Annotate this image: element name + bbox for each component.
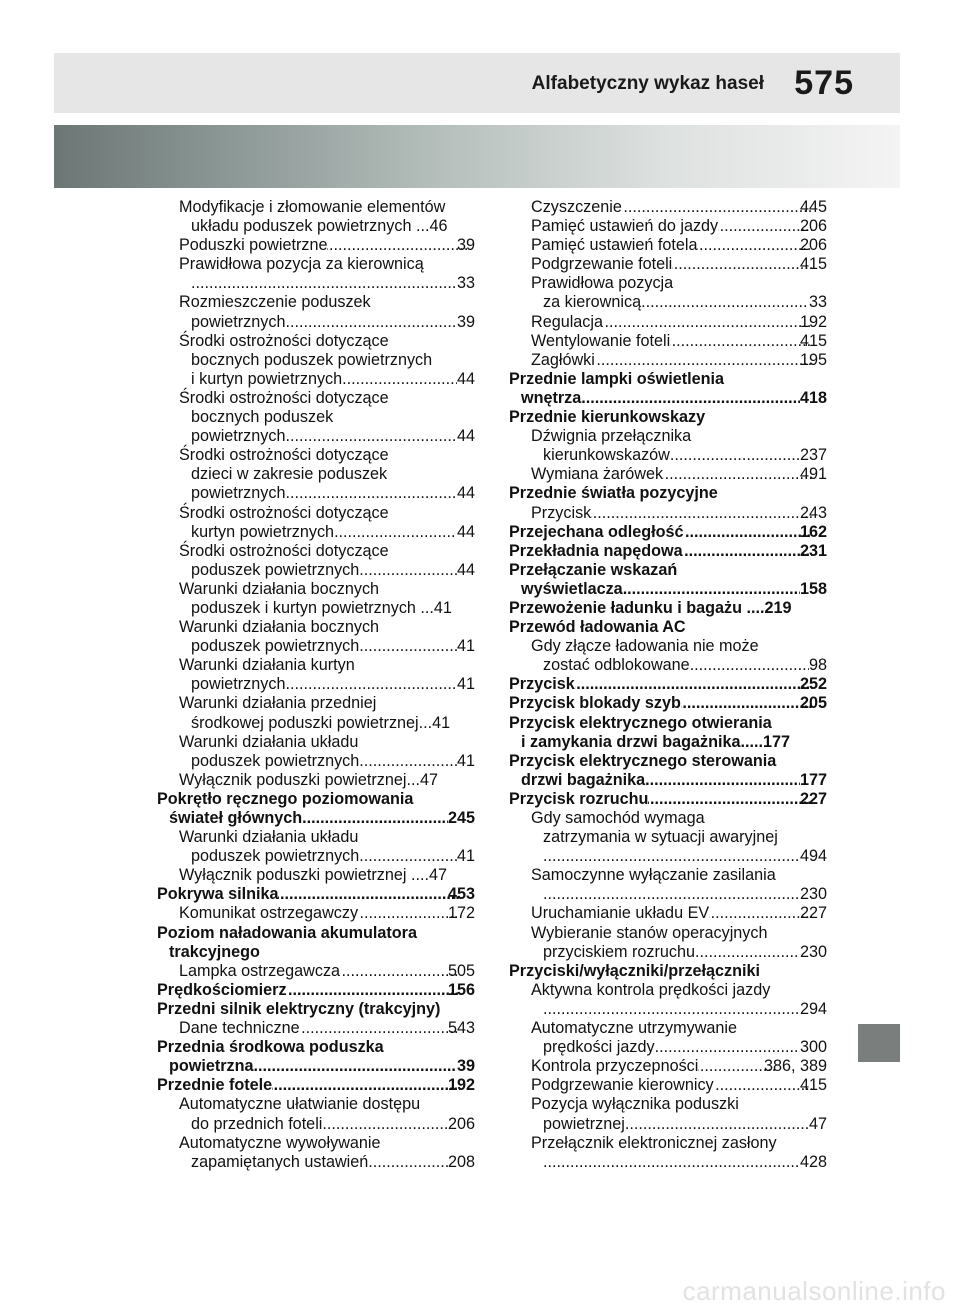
index-subentry: Automatyczne wywoływanie [179,1133,381,1152]
entry-text: zostać odblokowane [543,656,690,675]
dot-leader [359,561,457,580]
entry-text: Pamięć ustawień fotela [531,236,698,255]
index-subentry: Warunki działania przedniej [179,694,377,713]
entry-text: Przycisk [509,675,575,694]
entry-text: Czyszczenie [531,198,622,216]
index-heading [509,790,827,809]
index-subentry: Modyfikacje i złomowanie elementów [179,198,446,216]
index-subentry: Gdy samochód wymaga [531,809,705,827]
entry-text: zapamiętanych ustawień [191,1152,369,1171]
dot-leader [690,656,809,675]
index-subentry [157,313,475,332]
index-heading: Przewożenie ładunku i bagażu ....219 [509,598,792,617]
entry-text: Poduszki powietrzne [179,236,328,255]
page-reference: 44 [456,427,475,446]
index-heading: i zamykania drzwi bagażnika.....177 [521,732,791,751]
index-subentry [509,1076,827,1095]
dot-leader [670,446,800,465]
page-reference: 415 [799,255,827,274]
index-subentry: Środki ostrożności dotyczące [179,331,389,350]
entry-text: Kontrola przyczepności [531,1057,699,1076]
entry-text: Przekładnia napędowa [509,541,683,560]
entry-text: i kurtyn powietrznych [191,369,343,388]
page-reference: 162 [799,522,827,541]
entry-text: Regulacja [531,312,603,331]
index-subentry [157,904,475,923]
index-column-left [157,198,475,1172]
section-title: Alfabetyczny wykaz haseł [531,73,764,94]
page-reference: 41 [456,847,475,866]
index-subentry [509,1115,827,1134]
index-subentry [157,962,475,981]
index-subentry: Środki ostrożności dotyczące [179,446,389,465]
page-reference: 494 [799,847,827,866]
page-reference: 158 [799,579,827,598]
index-subentry: Przełącznik elektronicznej zasłony [531,1133,777,1152]
index-heading: Przednie kierunkowskazy [509,408,706,427]
dot-leader [368,1153,448,1172]
index-subentry: Środki ostrożności dotyczące [179,388,389,407]
index-subentry [157,561,475,580]
entry-text: poduszek powietrznych [191,751,360,770]
index-heading [509,771,827,790]
index-subentry: Wyłącznik poduszki powietrznej ....47 [179,866,447,885]
dot-leader [714,1076,812,1095]
entry-text: drzwi bagażnika [521,770,646,789]
dot-leader [672,255,812,274]
dot-leader [543,885,800,904]
index-heading: Przycisk elektrycznego otwierania [509,713,772,732]
entry-text: Zagłówki [531,350,595,369]
index-subentry [509,217,827,236]
page-reference: 491 [799,465,827,484]
page-reference: 206 [799,236,827,255]
index-heading: Przełączanie wskazań [509,560,678,579]
page-reference: 39 [456,1057,475,1076]
dot-leader [342,370,457,389]
index-subentry [509,313,827,332]
dot-leader [591,504,812,523]
index-heading: Przednie światła pozycyjne [509,484,718,503]
dot-leader [625,1115,809,1134]
dot-leader [718,217,812,236]
page-reference: 44 [456,484,475,503]
page-reference: 206 [447,1114,475,1133]
page-reference: 192 [447,1076,475,1095]
page-reference: 41 [456,637,475,656]
dot-leader [670,332,812,351]
index-subentry [509,465,827,484]
index-column-right [509,198,827,1172]
page-reference: 243 [799,503,827,522]
page-reference: 44 [456,369,475,388]
entry-text: wyświetlacza [521,579,623,598]
index-subentry [509,1000,827,1019]
dot-leader [695,943,800,962]
dot-leader [645,771,800,790]
dot-leader [655,1038,800,1057]
index-heading [509,694,827,713]
page-reference: 208 [447,1152,475,1171]
index-subentry [157,752,475,771]
page-reference: 33 [808,293,827,312]
dot-leader [285,313,457,332]
dot-leader [358,904,460,923]
index-subentry [509,656,827,675]
page-reference: 227 [799,789,827,808]
page-reference: 415 [799,331,827,350]
dot-leader [581,389,800,408]
index-subentry: Warunki działania bocznych [179,579,380,598]
index-heading: trakcyjnego [169,942,260,961]
entry-text: Komunikat ostrzegawczy [179,904,359,923]
index-subentry: Prawidłowa pozycja za kierownicą [179,255,424,274]
index-heading: Przednia środkowa poduszka [157,1038,384,1057]
entry-text: Dane techniczne [179,1019,300,1038]
index-subentry: środkowej poduszki powietrznej...41 [191,713,451,732]
dot-leader [340,962,460,981]
index-subentry [509,351,827,370]
dot-leader [663,465,812,484]
dot-leader [272,1076,460,1095]
chapter-tab-marker [858,1024,900,1062]
index-subentry: bocznych poduszek [191,408,334,427]
page-reference: 206 [799,217,827,236]
page-reference: 543 [447,1019,475,1038]
entry-text: Podgrzewanie kierownicy [531,1076,714,1095]
dot-leader [648,790,812,809]
entry-text: Podgrzewanie foteli [531,255,673,274]
dot-leader [322,1115,448,1134]
entry-text: powietrznej [543,1114,625,1133]
index-subentry [157,484,475,503]
entry-text: powietrznych [191,427,286,446]
entry-text: poduszek powietrznych [191,560,360,579]
index-subentry [509,1038,827,1057]
index-subentry: Wybieranie stanów operacyjnych [531,923,768,942]
watermark: carmanualsonline.info [682,1276,946,1306]
index-heading: Przewód ładowania AC [509,618,686,637]
page-reference: 453 [447,885,475,904]
index-subentry [509,332,827,351]
dot-leader [543,847,800,866]
entry-text: Przycisk blokady szyb [509,694,681,713]
index-subentry: dzieci w zakresie poduszek [191,465,388,484]
index-subentry [157,1115,475,1134]
page-reference: 44 [456,522,475,541]
index-subentry: Wyłącznik poduszki powietrznej...47 [179,770,438,789]
index-heading [509,675,827,694]
page-reference: 172 [447,904,475,923]
header-bar [54,53,900,113]
index-heading [509,523,827,542]
index-subentry: Pozycja wyłącznika poduszki [531,1095,739,1114]
entry-text: Uruchamianie układu EV [531,904,710,923]
page-reference: 44 [456,560,475,579]
index-heading [157,981,475,1000]
page-reference: 98 [808,656,827,675]
dot-leader [543,1000,800,1019]
entry-text: kierunkowskazów [543,446,670,465]
dot-leader [622,198,812,217]
index-heading: Przycisk elektrycznego sterowania [509,751,777,770]
dot-leader [327,236,469,255]
entry-text: Przejechana odległość [509,522,684,541]
page-reference: 47 [808,1114,827,1133]
index-subentry [157,236,475,255]
entry-text: świateł głównych [169,809,303,827]
page-reference: 39 [456,312,475,331]
index-subentry [509,943,827,962]
index-subentry: Warunki działania układu [179,828,359,847]
index-subentry [157,1153,475,1172]
page-reference: 39 [456,236,475,255]
entry-text: powietrzna [169,1057,254,1076]
page-reference: 415 [799,1076,827,1095]
page-reference: 252 [799,675,827,694]
dot-leader [359,637,457,656]
dot-leader [300,1019,460,1038]
page-reference: 294 [799,999,827,1018]
page-reference: 205 [799,694,827,713]
dot-leader [575,675,812,694]
entry-text: przyciskiem rozruchu [543,942,696,961]
index-subentry [509,198,827,217]
index-subentry [157,523,475,542]
index-subentry: Warunki działania układu [179,732,359,751]
index-subentry [509,504,827,523]
index-subentry: Dźwignia przełącznika [531,427,692,446]
index-subentry: zatrzymania w sytuacji awaryjnej [543,828,778,847]
index-subentry: Warunki działania bocznych [179,618,380,637]
index-heading: Poziom naładowania akumulatora [157,923,417,942]
entry-text: Przycisk rozruchu [509,789,649,808]
dot-leader [681,694,812,713]
index-subentry [509,847,827,866]
index-subentry [509,446,827,465]
page-reference: 418 [799,388,827,407]
dot-leader [697,236,812,255]
index-subentry: układu poduszek powietrznych ...46 [191,217,448,236]
decorative-gradient-band [54,125,900,188]
page-reference: 195 [799,350,827,369]
entry-text: kurtyn powietrznych [191,522,335,541]
index-subentry [509,236,827,255]
dot-leader [359,752,457,771]
index-subentry [509,1057,827,1076]
dot-leader [359,847,457,866]
dot-leader [623,580,800,599]
index-subentry [157,847,475,866]
index-heading [157,1076,475,1095]
index-subentry [509,885,827,904]
page-reference: 41 [456,751,475,770]
page-reference: 230 [799,885,827,904]
index-heading [157,1057,475,1076]
index-subentry: Automatyczne utrzymywanie [531,1019,738,1038]
index-subentry [509,904,827,923]
dot-leader [191,274,457,293]
entry-text: Przednie fotele [157,1076,273,1095]
dot-leader [595,351,812,370]
dot-leader [285,675,457,694]
index-subentry: Automatyczne ułatwianie dostępu [179,1095,421,1114]
index-subentry [157,427,475,446]
index-subentry: Warunki działania kurtyn [179,656,355,675]
index-subentry [157,637,475,656]
entry-text: powietrznych [191,484,286,503]
dot-leader [603,313,812,332]
page-reference: 237 [799,446,827,465]
dot-leader [254,1057,457,1076]
index-subentry: Samoczynne wyłączanie zasilania [531,866,776,885]
entry-text: za kierownicą [543,293,642,312]
entry-text: Wymiana żarówek [531,465,664,484]
entry-text: Wentylowanie foteli [531,331,671,350]
entry-text: poduszek powietrznych [191,637,360,656]
index-subentry [509,255,827,274]
dot-leader [641,293,809,312]
index-heading: Przyciski/wyłączniki/przełączniki [509,961,761,980]
dot-leader [278,885,460,904]
index-subentry [157,370,475,389]
dot-leader [543,1153,800,1172]
page-reference: 300 [799,1038,827,1057]
page-reference: 41 [456,675,475,694]
page-reference: 192 [799,312,827,331]
dot-leader [684,523,812,542]
entry-text: powietrznych [191,312,286,331]
page-reference: 245 [447,809,475,827]
index-heading: Przednie lampki oświetlenia [509,369,725,388]
entry-text: poduszek powietrznych [191,847,360,866]
page-reference: 386, 389 [763,1057,827,1076]
entry-text: do przednich foteli [191,1114,323,1133]
index-subentry: Rozmieszczenie poduszek [179,293,371,312]
index-heading: Pokrętło ręcznego poziomowania [157,789,414,808]
index-subentry: Prawidłowa pozycja [531,274,674,293]
entry-text: Pokrywa silnika [157,885,279,904]
page-number: 575 [794,64,854,102]
index-heading [157,809,475,828]
index-heading [509,580,827,599]
page-reference: 505 [447,961,475,980]
entry-text: Prędkościomierz [157,980,287,999]
page-reference: 231 [799,541,827,560]
index-subentry [509,1153,827,1172]
index-subentry [157,1019,475,1038]
index-subentry: poduszek i kurtyn powietrznych ...41 [191,598,452,617]
index-subentry: Aktywna kontrola prędkości jazdy [531,980,771,999]
index-heading: Przedni silnik elektryczny (trakcyjny) [157,999,441,1018]
entry-text: powietrznych [191,675,286,694]
index-subentry: Środki ostrożności dotyczące [179,503,389,522]
index-subentry [157,274,475,293]
entry-text: Przycisk [531,503,592,522]
page-reference: 428 [799,1152,827,1171]
index-heading [157,885,475,904]
dot-leader [285,484,457,503]
index-subentry [157,675,475,694]
dot-leader [683,542,812,561]
page-reference: 445 [799,198,827,216]
index-subentry: Gdy złącze ładowania nie może [531,637,759,656]
page-reference: 227 [799,904,827,923]
page-reference: 156 [447,980,475,999]
dot-leader [285,427,457,446]
dot-leader [287,981,460,1000]
page-reference: 33 [456,274,475,293]
dot-leader [334,523,457,542]
page-reference: 230 [799,942,827,961]
entry-text: Pamięć ustawień do jazdy [531,217,719,236]
entry-text: Lampka ostrzegawcza [179,961,341,980]
entry-text: prędkości jazdy [543,1038,655,1057]
entry-text: wnętrza [521,388,582,407]
index-heading [509,542,827,561]
index-heading [509,389,827,408]
index-subentry: bocznych poduszek powietrznych [191,350,433,369]
page-reference: 177 [799,770,827,789]
index-subentry [509,293,827,312]
index-subentry: Środki ostrożności dotyczące [179,541,389,560]
dot-leader [302,809,448,828]
dot-leader [709,904,812,923]
